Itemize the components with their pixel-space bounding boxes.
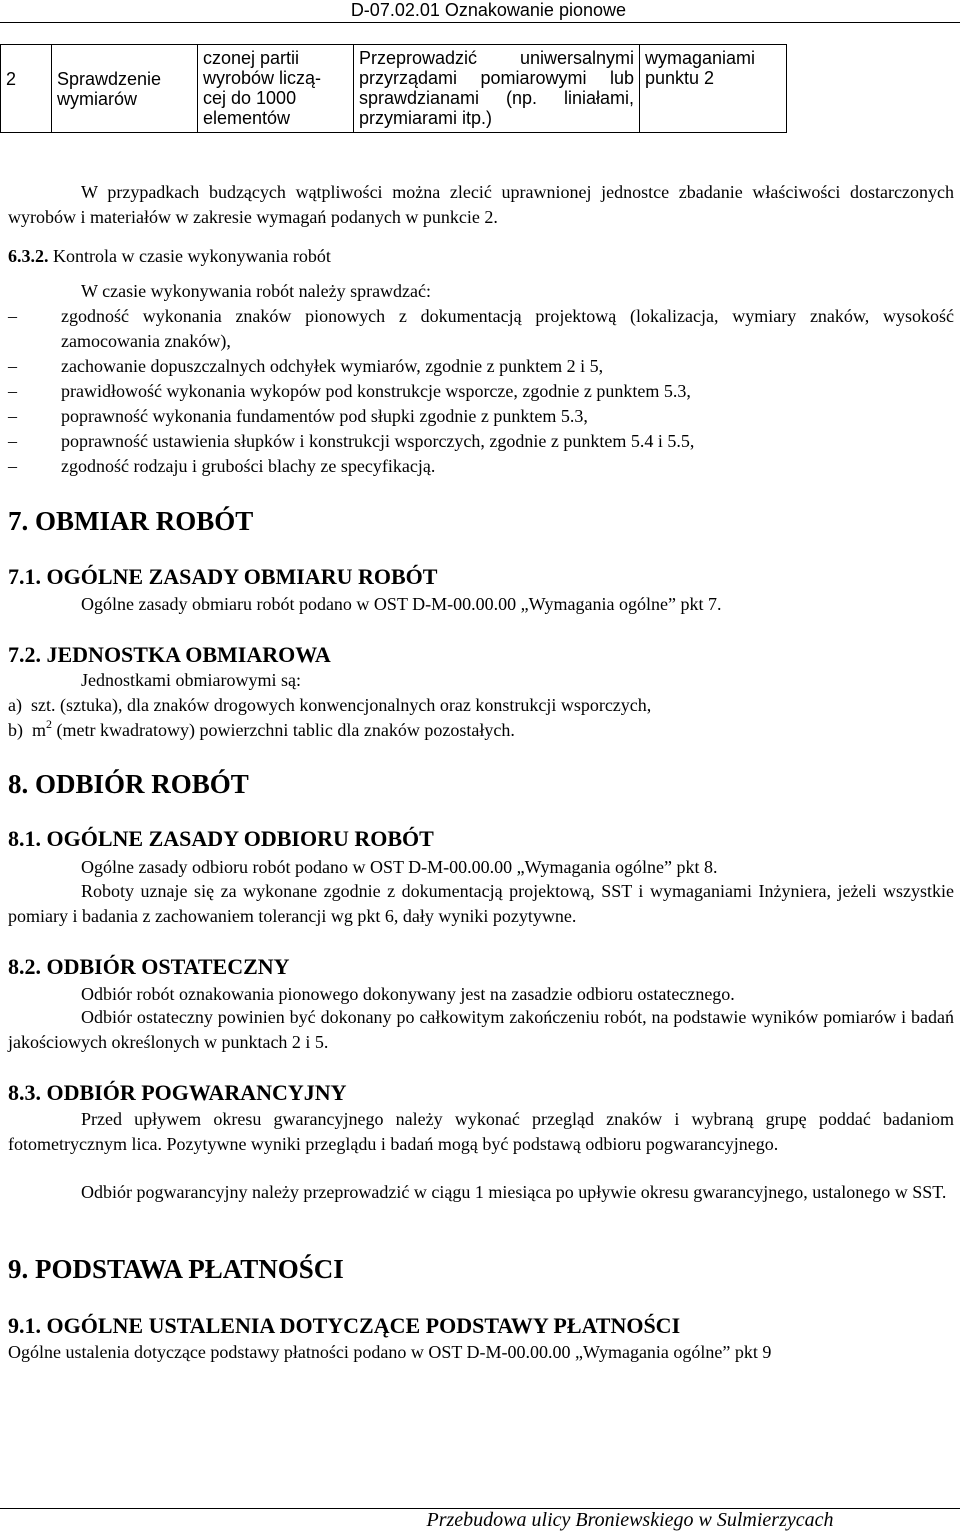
list-item [8,304,954,354]
section-72-intro: Jednostkami obmiarowymi są: [81,670,301,690]
table-cell-requirement [640,45,787,133]
dash-bullet: – [8,356,17,376]
cell-text: cej do 1000 [203,88,297,108]
list-item [8,354,954,379]
section-72-item-b [8,718,954,743]
section-83-heading: 8.3. ODBIÓR POGWARANCYJNY [8,1080,347,1105]
dash-bullet: – [8,406,17,426]
list-item-text: poprawność wykonania fundamentów pod słupki zgodnie z punktem 5.3, [61,406,588,426]
footer-text: Przebudowa ulicy Broniewskiego w Sulmierzycach [426,1509,834,1531]
section-81-heading: 8.1. OGÓLNE ZASADY ODBIORU ROBÓT [8,826,434,851]
cell-text: wymaganiami [645,48,756,68]
list-item [8,429,954,454]
cell-text: Przeprowadzić uniwersalnymi [359,48,634,68]
section-7-heading: 7. OBMIAR ROBÓT [8,506,254,536]
section-83-text1: Przed upływem okresu gwarancyjnego należy wykonać przegląd znaków i wybraną grupę poddać badaniom fotometrycznym lica. Pozytywne wyniki przeglądu i badań mogą być podstawą odbioru pogwarancyjnego. [8,1109,954,1154]
cell-text: elementów [203,108,291,128]
cell-text: sprawdzianami (np. liniałami, [359,88,634,108]
list-item-text: zachowanie dopuszczalnych odchyłek wymiarów, zgodnie z punktem 2 i 5, [61,356,604,376]
dash-bullet: – [8,381,17,401]
dash-bullet: – [8,456,17,476]
section-81-text1: Ogólne zasady odbioru robót podano w OST D-M-00.00.00 „Wymagania ogólne” pkt 8. [81,857,718,877]
cell-text: czonej partii [203,48,300,68]
cell-lp: 2 [6,69,17,89]
header-rule [0,22,960,23]
header-code: D-07.02.01 Oznakowanie pionowe [350,0,626,20]
section-72-heading: 7.2. JEDNOSTKA OBMIAROWA [8,642,331,667]
cell-text: przyrządami pomiarowymi lub [359,68,634,88]
section-82-text1: Odbiór robót oznakowania pionowego dokonywany jest na zasadzie odbioru ostatecznego. [81,984,735,1004]
list-item [8,454,954,479]
item-b-prefix: b) m [8,720,46,740]
table-cell-method [354,45,640,133]
item-b-text: (metr kwadratowy) powierzchni tablic dla znaków pozostałych. [52,720,515,740]
section-number: 6.3.2. [8,246,49,266]
section-71-text: Ogólne zasady obmiaru robót podano w OST D-M-00.00.00 „Wymagania ogólne” pkt 7. [81,594,722,614]
cell-text: przymiarami itp.) [359,108,493,128]
cell-text: wymiarów [57,89,138,109]
section-632-heading [8,244,954,269]
list-item [8,379,954,404]
section-83-text2: Odbiór pogwarancyjny należy przeprowadzić w ciągu 1 miesiąca po upływie okresu gwarancyjnego, ustalonego w SST. [81,1182,947,1202]
section-632-intro: W czasie wykonywania robót należy sprawdzać: [81,281,432,301]
doubt-paragraph: W przypadkach budzących wątpliwości można zlecić uprawnionej jednostce zbadanie właściwości dostarczonych wyrobów i materiałów w zakresie wymagań podanych w punkcie 2. [8,182,954,227]
inspection-table [0,44,787,133]
table-cell-lp [1,45,52,133]
cell-text: Sprawdzenie [57,69,162,89]
table-cell-name [52,45,198,133]
section-72-item-a: a) szt. (sztuka), dla znaków drogowych konwencjonalnych oraz konstrukcji wsporczych, [8,695,652,715]
section-9-heading: 9. PODSTAWA PŁATNOŚCI [8,1254,344,1284]
section-8-heading: 8. ODBIÓR ROBÓT [8,769,249,799]
list-item-text: zgodność rodzaju i grubości blachy ze specyfikacją. [61,456,436,476]
cell-text: wyrobów liczą- [203,68,322,88]
cell-text: punktu 2 [645,68,715,88]
section-71-heading: 7.1. OGÓLNE ZASADY OBMIARU ROBÓT [8,564,438,589]
list-item-text: prawidłowość wykonania wykopów pod konstrukcje wsporcze, zgodnie z punktem 5.3, [61,381,691,401]
dash-bullet: – [8,431,17,451]
section-81-text2: Roboty uznaje się za wykonane zgodnie z dokumentacją projektową, SST i wymaganiami Inżyniera, jeżeli wszystkie pomiary i badania z zachowaniem tolerancji wg pkt 6, dały wyniki pozytywne. [8,881,954,926]
table-cell-scope [198,45,354,133]
section-91-heading: 9.1. OGÓLNE USTALENIA DOTYCZĄCE PODSTAWY PŁATNOŚCI [8,1313,681,1338]
list-item-text: zgodność wykonania znaków pionowych z dokumentacją projektową (lokalizacja, wymiary znaków, wysokość zamocowania znaków), [61,306,954,351]
section-82-text2: Odbiór ostateczny powinien być dokonany po całkowitym zakończeniu robót, na podstawie wyników pomiarów i badań jakościowych określonych w punktach 2 i 5. [8,1007,954,1052]
list-item-text: poprawność ustawienia słupków i konstrukcji wsporczych, zgodnie z punktem 5.4 i 5.5, [61,431,695,451]
superscript: 2 [46,717,52,731]
section-82-heading: 8.2. ODBIÓR OSTATECZNY [8,954,290,979]
inspection-list [8,304,954,479]
dash-bullet: – [8,306,17,326]
section-91-text: Ogólne ustalenia dotyczące podstawy płatności podano w OST D-M-00.00.00 „Wymagania ogólne” pkt 9 [8,1342,772,1362]
list-item [8,404,954,429]
table-row [1,45,787,133]
section-title: Kontrola w czasie wykonywania robót [53,246,331,266]
